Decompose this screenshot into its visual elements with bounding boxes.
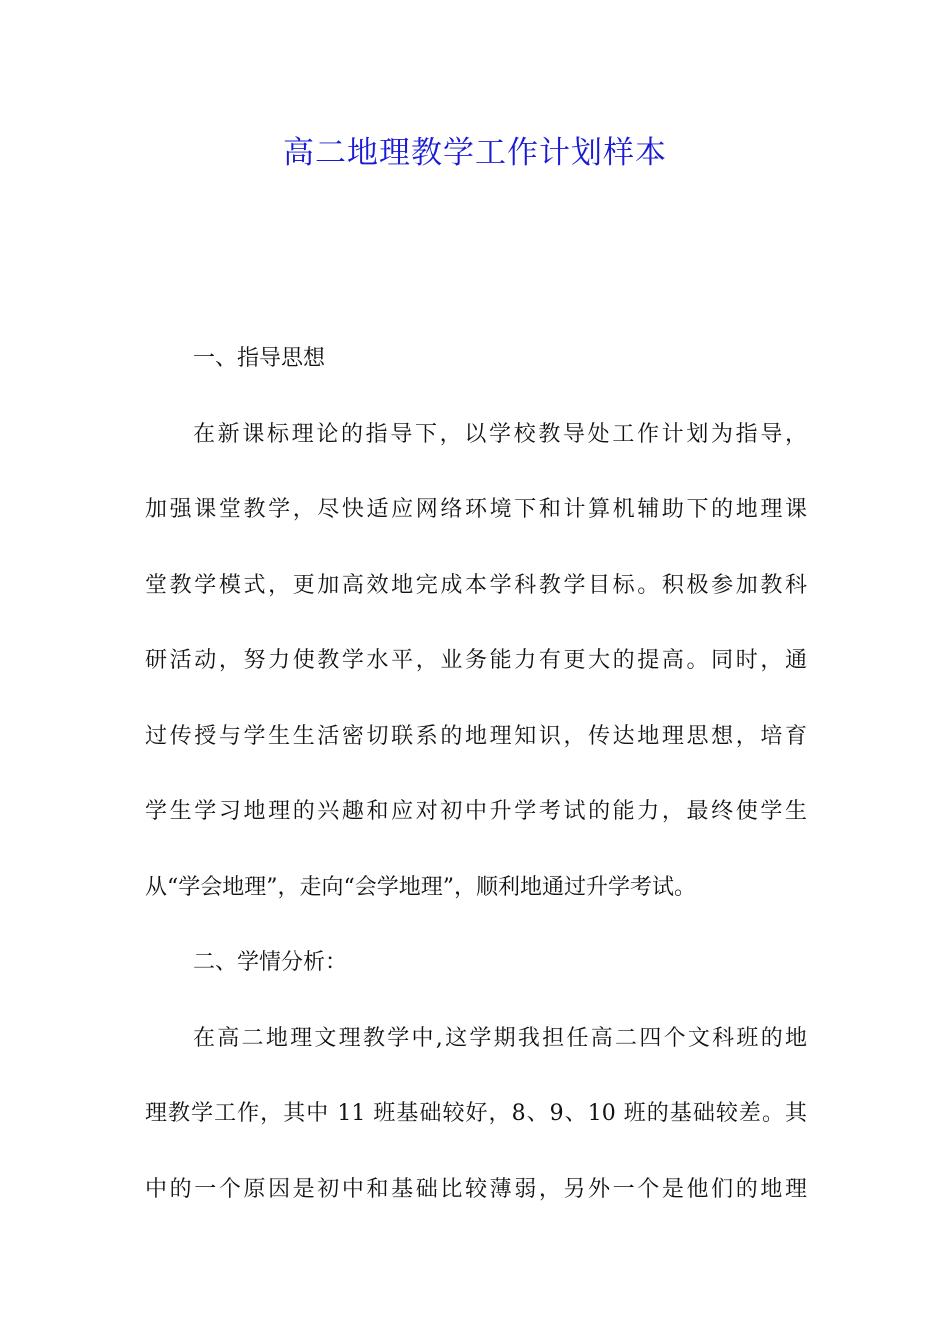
- paragraph-line: 中的一个原因是初中和基础比较薄弱，另外一个是他们的地理: [145, 1176, 807, 1202]
- section-heading-guiding-thought: 一、指导思想: [193, 346, 326, 371]
- paragraph-line: 在高二地理文理教学中,这学期我担任高二四个文科班的地: [193, 1025, 807, 1051]
- paragraph-line: 理教学工作，其中 11 班基础较好，8、9、10 班的基础较差。其: [145, 1101, 807, 1126]
- document-body: [145, 335, 807, 1241]
- paragraph-line: 学生学习地理的兴趣和应对初中升学考试的能力，最终使学生: [145, 799, 807, 824]
- paragraph-line: 加强课堂教学，尽快适应网络环境下和计算机辅助下的地理课: [145, 497, 807, 522]
- paragraph-line: 研活动，努力使教学水平，业务能力有更大的提高。同时，通: [145, 648, 807, 673]
- paragraph-line: 在新课标理论的指导下，以学校教导处工作计划为指导，: [193, 421, 807, 447]
- document-title: 高二地理教学工作计划样本: [283, 135, 667, 171]
- section-heading-student-analysis: 二、学情分析：: [193, 950, 348, 975]
- paragraph-line: 从“学会地理”，走向“会学地理”，顺利地通过升学考试。: [145, 874, 696, 900]
- paragraph-line: 堂教学模式，更加高效地完成本学科教学目标。积极参加教科: [145, 572, 807, 598]
- paragraph-line: 过传授与学生生活密切联系的地理知识，传达地理思想，培育: [145, 723, 807, 749]
